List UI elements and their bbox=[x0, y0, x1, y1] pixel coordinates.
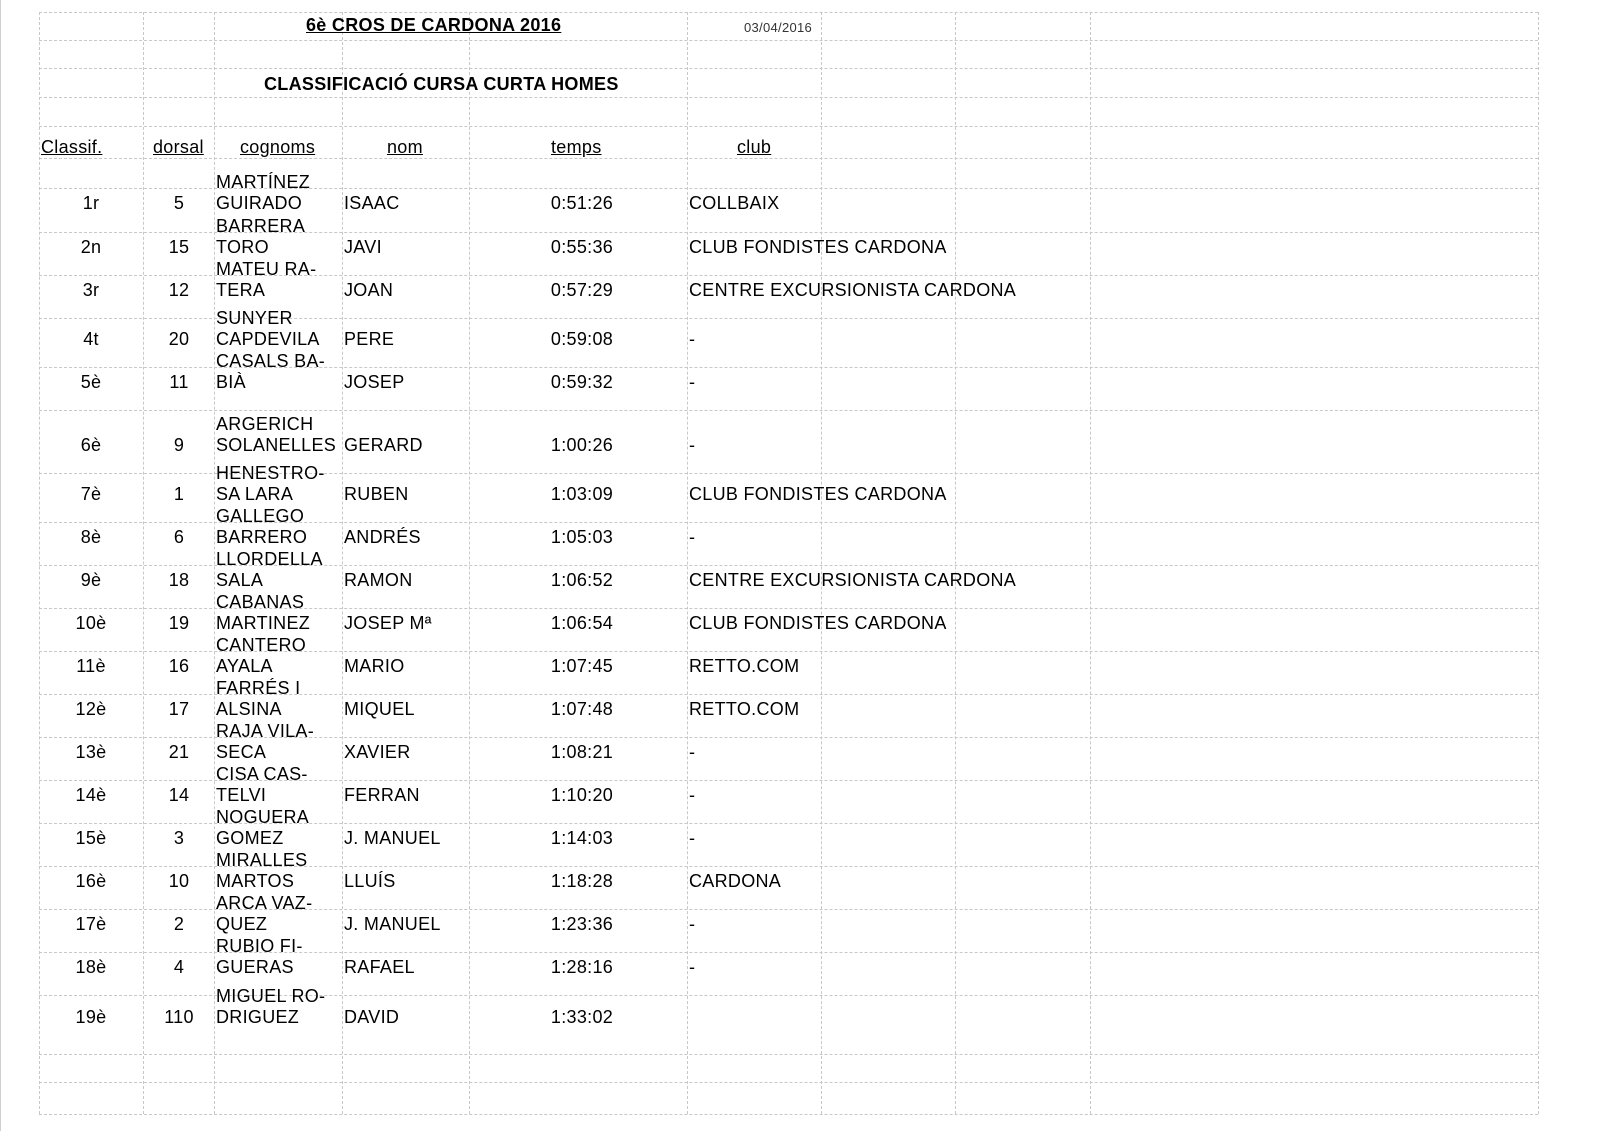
row-club: - bbox=[689, 435, 696, 455]
row-temps: 1:08:21 bbox=[550, 742, 614, 762]
grid-vline bbox=[214, 12, 215, 1114]
grid-vline bbox=[39, 12, 40, 1114]
row-cognoms-line2: SALA bbox=[216, 570, 264, 590]
row-position: 8è bbox=[80, 527, 102, 547]
row-club: CENTRE EXCURSIONISTA CARDONA bbox=[689, 570, 1017, 590]
document-title: 6è CROS DE CARDONA 2016 bbox=[306, 15, 562, 35]
grid-vline bbox=[955, 12, 956, 1114]
row-dorsal: 14 bbox=[168, 785, 190, 805]
grid-vline bbox=[469, 12, 470, 1114]
row-position: 14è bbox=[75, 785, 107, 805]
row-position: 13è bbox=[75, 742, 107, 762]
row-dorsal: 4 bbox=[173, 957, 185, 977]
row-temps: 1:06:54 bbox=[550, 613, 614, 633]
row-cognoms-line1: MATEU RA- bbox=[216, 259, 317, 279]
grid-vline bbox=[687, 12, 688, 1114]
row-cognoms-line2: ALSINA bbox=[216, 699, 282, 719]
row-nom: ANDRÉS bbox=[344, 527, 421, 547]
row-dorsal: 3 bbox=[173, 828, 185, 848]
row-club: CARDONA bbox=[689, 871, 782, 891]
row-position: 2n bbox=[80, 237, 102, 257]
row-nom: LLUÍS bbox=[344, 871, 396, 891]
row-nom: FERRAN bbox=[344, 785, 420, 805]
row-cognoms-line2: GUIRADO bbox=[216, 193, 303, 213]
row-cognoms-line1: FARRÉS I bbox=[216, 678, 301, 698]
row-temps: 1:03:09 bbox=[550, 484, 614, 504]
row-cognoms-line1: HENESTRO- bbox=[216, 463, 325, 483]
row-cognoms-line1: CABANAS bbox=[216, 592, 305, 612]
row-club: - bbox=[689, 828, 696, 848]
grid-hline bbox=[39, 1054, 1538, 1055]
grid-hline bbox=[39, 97, 1538, 98]
row-temps: 1:10:20 bbox=[550, 785, 614, 805]
row-cognoms-line1: NOGUERA bbox=[216, 807, 310, 827]
row-dorsal: 1 bbox=[173, 484, 185, 504]
row-cognoms-line2: TELVI bbox=[216, 785, 267, 805]
row-nom: JAVI bbox=[344, 237, 382, 257]
row-cognoms-line2: TERA bbox=[216, 280, 266, 300]
row-cognoms-line2: AYALA bbox=[216, 656, 273, 676]
row-club: CLUB FONDISTES CARDONA bbox=[689, 237, 947, 257]
row-position: 7è bbox=[80, 484, 102, 504]
row-club: COLLBAIX bbox=[689, 193, 780, 213]
row-cognoms-line1: MARTÍNEZ bbox=[216, 172, 311, 192]
row-position: 18è bbox=[75, 957, 107, 977]
row-nom: ISAAC bbox=[344, 193, 400, 213]
row-cognoms-line1: CISA CAS- bbox=[216, 764, 308, 784]
row-cognoms-line1: SUNYER bbox=[216, 308, 293, 328]
row-nom: JOAN bbox=[344, 280, 394, 300]
row-position: 19è bbox=[75, 1007, 107, 1027]
row-club: CLUB FONDISTES CARDONA bbox=[689, 613, 947, 633]
row-dorsal: 9 bbox=[173, 435, 185, 455]
row-cognoms-line1: RAJA VILA- bbox=[216, 721, 315, 741]
row-club: - bbox=[689, 372, 696, 392]
grid-vline bbox=[1538, 12, 1539, 1114]
row-nom: GERARD bbox=[344, 435, 423, 455]
row-nom: JOSEP bbox=[344, 372, 405, 392]
row-position: 6è bbox=[80, 435, 102, 455]
grid-hline bbox=[39, 158, 1538, 159]
grid-hline bbox=[39, 1114, 1538, 1115]
row-dorsal: 2 bbox=[173, 914, 185, 934]
row-club: - bbox=[689, 957, 696, 977]
row-dorsal: 19 bbox=[168, 613, 190, 633]
row-temps: 1:07:45 bbox=[550, 656, 614, 676]
row-cognoms-line2: DRIGUEZ bbox=[216, 1007, 300, 1027]
grid-hline bbox=[39, 40, 1538, 41]
row-dorsal: 18 bbox=[168, 570, 190, 590]
row-temps: 1:18:28 bbox=[550, 871, 614, 891]
row-cognoms-line2: BARRERO bbox=[216, 527, 308, 547]
row-dorsal: 11 bbox=[169, 372, 189, 392]
row-cognoms-line1: MIGUEL RO- bbox=[216, 986, 326, 1006]
row-club: - bbox=[689, 527, 696, 547]
row-cognoms-line2: GUERAS bbox=[216, 957, 294, 977]
grid-vline bbox=[143, 12, 144, 1114]
row-nom: RAFAEL bbox=[344, 957, 415, 977]
row-cognoms-line2: MARTOS bbox=[216, 871, 295, 891]
row-cognoms-line2: SECA bbox=[216, 742, 267, 762]
row-cognoms-line2: TORO bbox=[216, 237, 269, 257]
row-club: RETTO.COM bbox=[689, 656, 800, 676]
row-cognoms-line1: MIRALLES bbox=[216, 850, 308, 870]
row-cognoms-line1: ARCA VAZ- bbox=[216, 893, 313, 913]
row-cognoms-line2: BIÀ bbox=[216, 372, 246, 392]
row-club: CLUB FONDISTES CARDONA bbox=[689, 484, 947, 504]
row-club: CENTRE EXCURSIONISTA CARDONA bbox=[689, 280, 1017, 300]
row-dorsal: 6 bbox=[173, 527, 185, 547]
row-dorsal: 5 bbox=[173, 193, 185, 213]
row-nom: RUBEN bbox=[344, 484, 409, 504]
row-nom: RAMON bbox=[344, 570, 413, 590]
header-temps: temps bbox=[551, 137, 602, 157]
document-date: 03/04/2016 bbox=[744, 20, 813, 35]
row-nom: JOSEP Mª bbox=[344, 613, 432, 633]
row-temps: 0:59:08 bbox=[550, 329, 614, 349]
grid-vline bbox=[821, 12, 822, 1114]
grid-hline bbox=[39, 12, 1538, 13]
row-cognoms-line2: SOLANELLES bbox=[216, 435, 337, 455]
row-club: RETTO.COM bbox=[689, 699, 800, 719]
grid-hline bbox=[39, 410, 1538, 411]
row-position: 3r bbox=[82, 280, 100, 300]
row-position: 17è bbox=[75, 914, 107, 934]
row-dorsal: 16 bbox=[168, 656, 190, 676]
row-nom: J. MANUEL bbox=[344, 828, 441, 848]
row-cognoms-line1: CANTERO bbox=[216, 635, 307, 655]
row-nom: MARIO bbox=[344, 656, 405, 676]
row-position: 12è bbox=[75, 699, 107, 719]
row-dorsal: 110 bbox=[164, 1007, 194, 1027]
row-cognoms-line2: CAPDEVILA bbox=[216, 329, 320, 349]
grid-hline bbox=[39, 68, 1538, 69]
row-cognoms-line1: GALLEGO bbox=[216, 506, 305, 526]
row-cognoms-line2: QUEZ bbox=[216, 914, 268, 934]
row-temps: 0:59:32 bbox=[550, 372, 614, 392]
row-dorsal: 10 bbox=[168, 871, 190, 891]
row-temps: 1:28:16 bbox=[550, 957, 614, 977]
row-nom: J. MANUEL bbox=[344, 914, 441, 934]
row-position: 11è bbox=[76, 656, 106, 676]
row-position: 15è bbox=[75, 828, 107, 848]
row-cognoms-line1: ARGERICH bbox=[216, 414, 314, 434]
grid-hline bbox=[39, 1082, 1538, 1083]
row-temps: 0:55:36 bbox=[550, 237, 614, 257]
row-cognoms-line2: MARTINEZ bbox=[216, 613, 311, 633]
row-cognoms-line2: SA LARA bbox=[216, 484, 294, 504]
header-club: club bbox=[737, 137, 772, 157]
row-position: 10è bbox=[75, 613, 107, 633]
row-position: 16è bbox=[75, 871, 107, 891]
row-position: 4t bbox=[83, 329, 99, 349]
header-cognoms: cognoms bbox=[240, 137, 316, 157]
grid-vline bbox=[342, 12, 343, 1114]
row-club: - bbox=[689, 914, 696, 934]
page-edge bbox=[0, 0, 1, 1131]
row-temps: 1:06:52 bbox=[550, 570, 614, 590]
row-dorsal: 20 bbox=[168, 329, 190, 349]
row-cognoms-line1: LLORDELLA bbox=[216, 549, 323, 569]
row-club: - bbox=[689, 785, 696, 805]
row-nom: MIQUEL bbox=[344, 699, 415, 719]
document-subtitle: CLASSIFICACIÓ CURSA CURTA HOMES bbox=[264, 74, 619, 94]
row-cognoms-line1: CASALS BA- bbox=[216, 351, 326, 371]
row-temps: 1:14:03 bbox=[550, 828, 614, 848]
grid-vline bbox=[1090, 12, 1091, 1114]
header-nom: nom bbox=[387, 137, 423, 157]
row-temps: 1:05:03 bbox=[550, 527, 614, 547]
row-temps: 0:51:26 bbox=[550, 193, 614, 213]
row-position: 1r bbox=[82, 193, 100, 213]
header-dorsal: dorsal bbox=[153, 137, 204, 157]
row-cognoms-line2: GOMEZ bbox=[216, 828, 284, 848]
row-nom: DAVID bbox=[344, 1007, 400, 1027]
row-dorsal: 15 bbox=[168, 237, 190, 257]
row-club: - bbox=[689, 742, 696, 762]
row-cognoms-line1: BARRERA bbox=[216, 216, 306, 236]
row-position: 5è bbox=[80, 372, 102, 392]
row-cognoms-line1: RUBIO FI- bbox=[216, 936, 303, 956]
row-temps: 1:23:36 bbox=[550, 914, 614, 934]
row-temps: 1:00:26 bbox=[550, 435, 614, 455]
row-nom: XAVIER bbox=[344, 742, 411, 762]
row-dorsal: 17 bbox=[168, 699, 190, 719]
row-club: - bbox=[689, 329, 696, 349]
row-position: 9è bbox=[80, 570, 102, 590]
row-dorsal: 21 bbox=[168, 742, 190, 762]
header-classif: Classif. bbox=[41, 137, 103, 157]
row-temps: 0:57:29 bbox=[550, 280, 614, 300]
row-dorsal: 12 bbox=[168, 280, 190, 300]
row-nom: PERE bbox=[344, 329, 395, 349]
grid-hline bbox=[39, 126, 1538, 127]
row-temps: 1:33:02 bbox=[550, 1007, 614, 1027]
row-temps: 1:07:48 bbox=[550, 699, 614, 719]
